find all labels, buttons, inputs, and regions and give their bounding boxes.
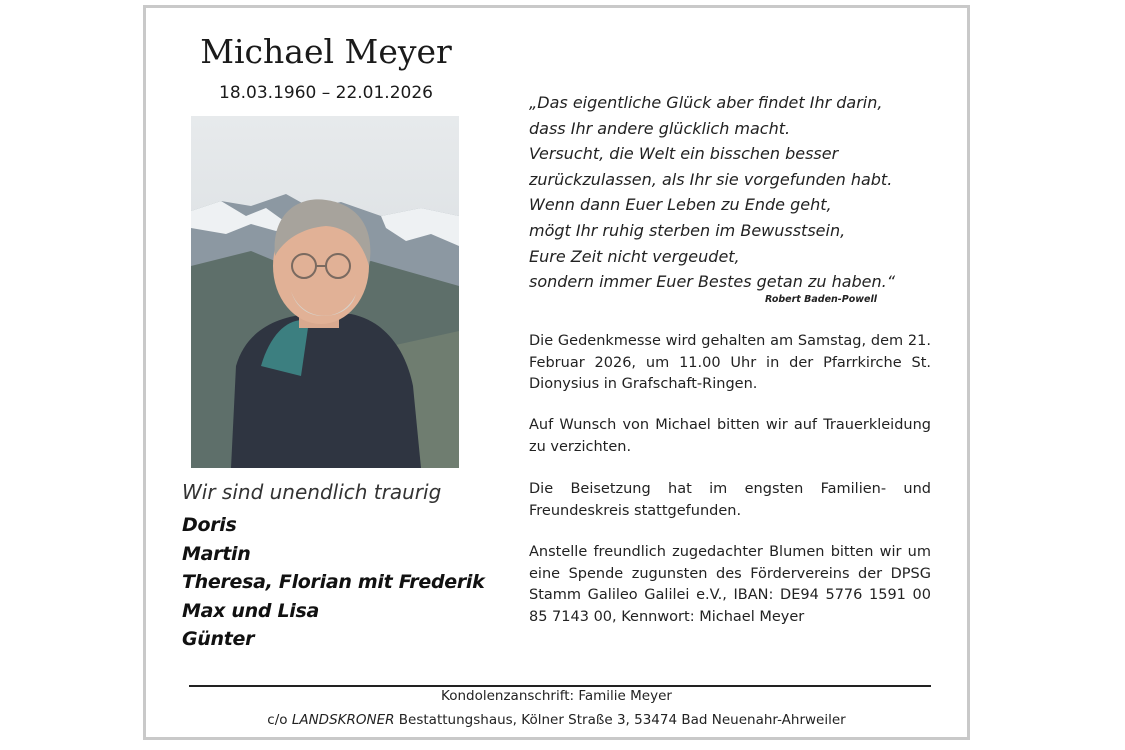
- burial-paragraph: Die Beisetzung hat im engsten Familien- und Freundeskreis stattgefunden.: [529, 481, 931, 519]
- condolence-address-title: Kondolenzanschrift: Familie Meyer: [441, 688, 672, 704]
- quote-line: mögt Ihr ruhig sterben im Bewusstsein,: [529, 220, 846, 240]
- family-member: Doris: [182, 514, 237, 536]
- quote-block: [529, 90, 939, 295]
- address-details: Bestattungshaus, Kölner Straße 3, 53474 Bad Neuenahr-Ahrweiler: [394, 712, 846, 728]
- quote-line: sondern immer Euer Bestes getan zu haben.“: [529, 272, 896, 292]
- donation-paragraph: Anstelle freundlich zugedachter Blumen bitten wir um eine Spende zugunsten des Fördervereins der DPSG Stamm Galileo Galilei e.V., IBAN: DE94 5776 1591 00 85 7143 00, Kennwort: Michael Meyer: [529, 544, 931, 625]
- quote-line: Eure Zeit nicht vergeudet,: [529, 246, 740, 266]
- quote-line: Wenn dann Euer Leben zu Ende geht,: [529, 195, 832, 215]
- footer-divider: [189, 685, 931, 687]
- quote-author: Robert Baden-Powell: [765, 294, 877, 305]
- family-member: Max und Lisa: [182, 599, 320, 622]
- funeral-home-name: LANDSKRONER: [291, 712, 395, 728]
- deceased-name: Michael Meyer: [200, 32, 452, 71]
- attire-paragraph: Auf Wunsch von Michael bitten wir auf Trauerkleidung zu verzichten.: [529, 417, 931, 455]
- quote-line: Versucht, die Welt ein bisschen besser: [529, 144, 839, 164]
- address-prefix: c/o: [267, 712, 292, 728]
- life-dates: 18.03.1960 – 22.01.2026: [219, 83, 433, 103]
- portrait-photo-icon: [191, 116, 459, 468]
- obituary-card: [143, 5, 970, 740]
- quote-line: „Das eigentliche Glück aber findet Ihr darin,: [529, 93, 883, 112]
- family-member: Martin: [182, 542, 251, 565]
- family-list: [182, 511, 484, 654]
- mourning-line: Wir sind unendlich traurig: [182, 480, 442, 504]
- condolence-address: [146, 712, 967, 728]
- family-member: Günter: [182, 628, 255, 650]
- quote-line: dass Ihr andere glücklich macht.: [529, 118, 791, 138]
- portrait-photo: [191, 116, 459, 468]
- quote-line: zurückzulassen, als Ihr sie vorgefunden habt.: [529, 169, 893, 189]
- family-member: Theresa, Florian mit Frederik: [182, 571, 485, 593]
- memorial-mass-paragraph: Die Gedenkmesse wird gehalten am Samstag, dem 21. Februar 2026, um 11.00 Uhr in der Pfarrkirche St. Dionysius in Grafschaft-Ringen.: [529, 333, 931, 392]
